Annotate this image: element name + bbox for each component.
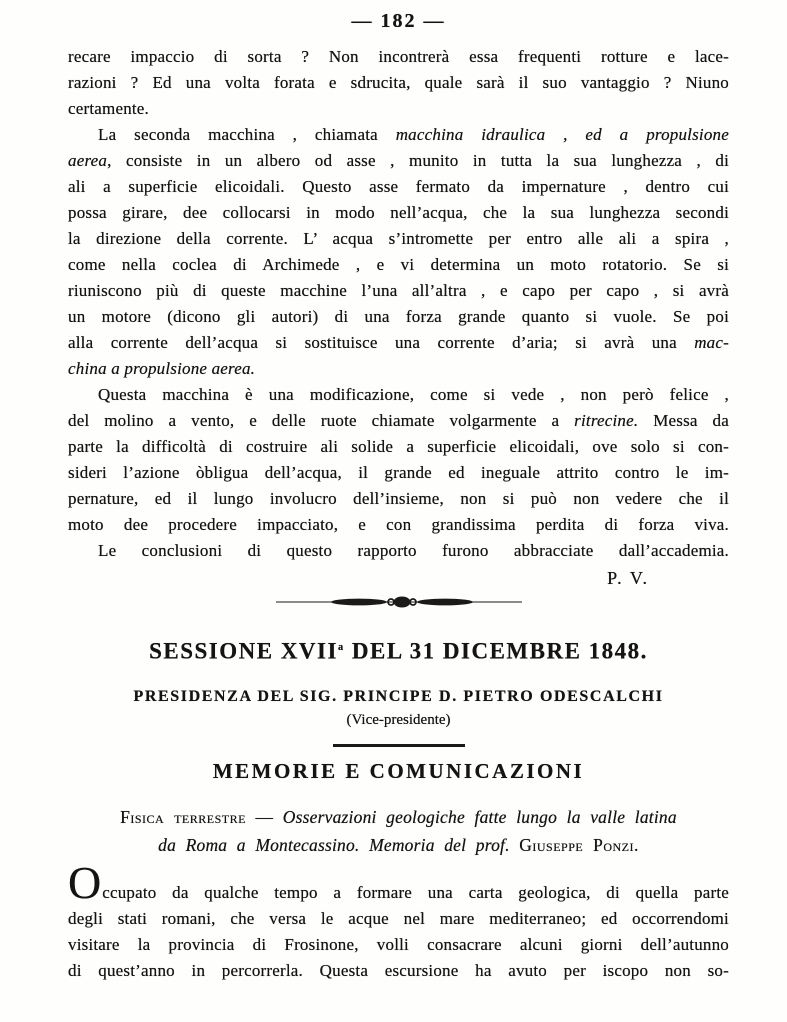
text-run: visitare la provincia di Frosinone, volli consacrare alcuni giorni dell’autunno	[68, 934, 729, 954]
session-title-main: SESSIONE XVII	[149, 638, 338, 664]
text-line	[68, 252, 729, 278]
ornamental-rule-icon	[274, 594, 524, 610]
text-run: Le conclusioni di questo rapporto furono abbracciate dall’accademia.	[98, 541, 729, 560]
text-run: un motore (dicono gli autori) di una forza grande quanto si vuole. Se poi	[68, 307, 729, 326]
text-line	[68, 96, 729, 122]
text-run: mac-	[694, 333, 729, 352]
text-run: china a propulsione aerea.	[68, 359, 256, 378]
text-line	[68, 200, 729, 226]
text-run: recare impaccio di sorta ? Non incontrerà essa frequenti rotture e lace-	[68, 47, 729, 66]
text-line	[68, 408, 729, 434]
report-paragraphs	[68, 44, 729, 564]
text-line	[68, 304, 729, 330]
text-run: pernature, ed il lungo involucro dell’insieme, non si può non vedere che il	[68, 489, 729, 508]
text-line	[68, 803, 729, 831]
text-run: certamente.	[68, 99, 150, 118]
text-run: ccupato da qualche tempo a formare una carta geologica, di quella parte	[102, 882, 729, 902]
text-run: ritrecine.	[574, 411, 639, 430]
text-run: come nella coclea di Archimede , e vi determina un moto rotatorio. Se si	[68, 255, 729, 274]
session-title	[68, 634, 729, 666]
text-line	[68, 906, 729, 932]
text-run: parte la difficoltà di costruire ali solide a superficie elicoidali, ove solo si con-	[68, 437, 729, 456]
vice-president-label: (Vice-presidente)	[346, 711, 451, 728]
text-run: Messa da	[638, 411, 729, 430]
text-line	[68, 486, 729, 512]
text-line	[68, 958, 729, 984]
section-rule	[333, 744, 465, 747]
memoir-paragraphs	[68, 856, 729, 984]
section-title: MEMORIE E COMUNICAZIONI	[212, 758, 585, 783]
presidency-heading: PRESIDENZA DEL SIG. PRINCIPE D. PIETRO ODESCALCHI	[133, 687, 664, 705]
text-run: Giuseppe Ponzi.	[519, 834, 639, 855]
text-run: macchina idraulica , ed a propulsione	[395, 125, 729, 144]
text-run: la direzione della corrente. L’ acqua s’intromette per entro alle ali a spira ,	[68, 229, 729, 248]
text-run: Questa macchina è una modificazione, come si vede , non però felice ,	[98, 385, 729, 404]
text-run: Osservazioni geologiche fatte lungo la valle latina	[282, 806, 677, 827]
text-line	[68, 538, 729, 564]
text-run: moto dee procedere impacciato, e con grandissima perdita di forza viva.	[68, 515, 729, 534]
text-run: riuniscono più di queste macchine l’una all’altra , e capo per capo , si avrà	[68, 281, 729, 300]
text-run: da Roma a Montecassino. Memoria del prof.	[158, 834, 520, 855]
text-line	[68, 356, 729, 382]
text-line	[68, 44, 729, 70]
text-line	[68, 856, 729, 908]
text-line	[68, 70, 729, 96]
text-line	[68, 148, 729, 174]
text-run: ali a superficie elicoidali. Questo asse fermato da impernature , dentro cui	[68, 177, 729, 196]
text-run: di quest’anno in percorrerla. Questa escursione ha avuto per iscopo non so-	[68, 960, 729, 980]
text-run: possa girare, dee collocarsi in modo nell’acqua, che la sua lunghezza secondi	[68, 203, 729, 222]
text-run: aerea	[68, 151, 108, 170]
text-block	[68, 44, 729, 984]
text-run: alla corrente dell’acqua si sostituisce una corrente d’aria; si avrà una	[68, 333, 695, 352]
text-line	[68, 460, 729, 486]
text-line	[68, 330, 729, 356]
text-line	[68, 382, 729, 408]
text-line	[68, 434, 729, 460]
session-title-ordinal: a	[337, 642, 345, 653]
memoir-heading	[68, 803, 729, 859]
text-line	[68, 226, 729, 252]
text-run: La seconda macchina , chiamata	[98, 125, 396, 144]
session-title-date: DEL 31 DICEMBRE 1848.	[344, 638, 648, 664]
ornamental-divider	[68, 594, 729, 610]
text-run: sideri l’azione òbligua dell’acqua, il grande ed ineguale attrito contro le im-	[68, 463, 729, 482]
page-number: — 182 —	[351, 10, 446, 32]
text-line	[68, 932, 729, 958]
text-line	[68, 512, 729, 538]
text-line	[68, 831, 729, 859]
text-line	[68, 122, 729, 148]
text-line	[68, 174, 729, 200]
signature: P. V.	[607, 568, 649, 588]
text-run: degli stati romani, che versa le acque nel mare mediterraneo; ed occorrendomi	[68, 908, 729, 928]
text-run: razioni ? Ed una volta forata e sdrucita, quale sarà il suo vantaggio ? Niuno	[68, 73, 729, 92]
text-line	[68, 278, 729, 304]
text-run: —	[245, 806, 283, 827]
drop-cap: O	[68, 856, 103, 908]
text-run: del molino a vento, e delle ruote chiamate volgarmente a	[68, 411, 575, 430]
text-run: Fisica terrestre	[120, 806, 246, 827]
text-run: , consiste in un albero od asse , munito in tutta la sua lunghezza , di	[107, 151, 729, 170]
